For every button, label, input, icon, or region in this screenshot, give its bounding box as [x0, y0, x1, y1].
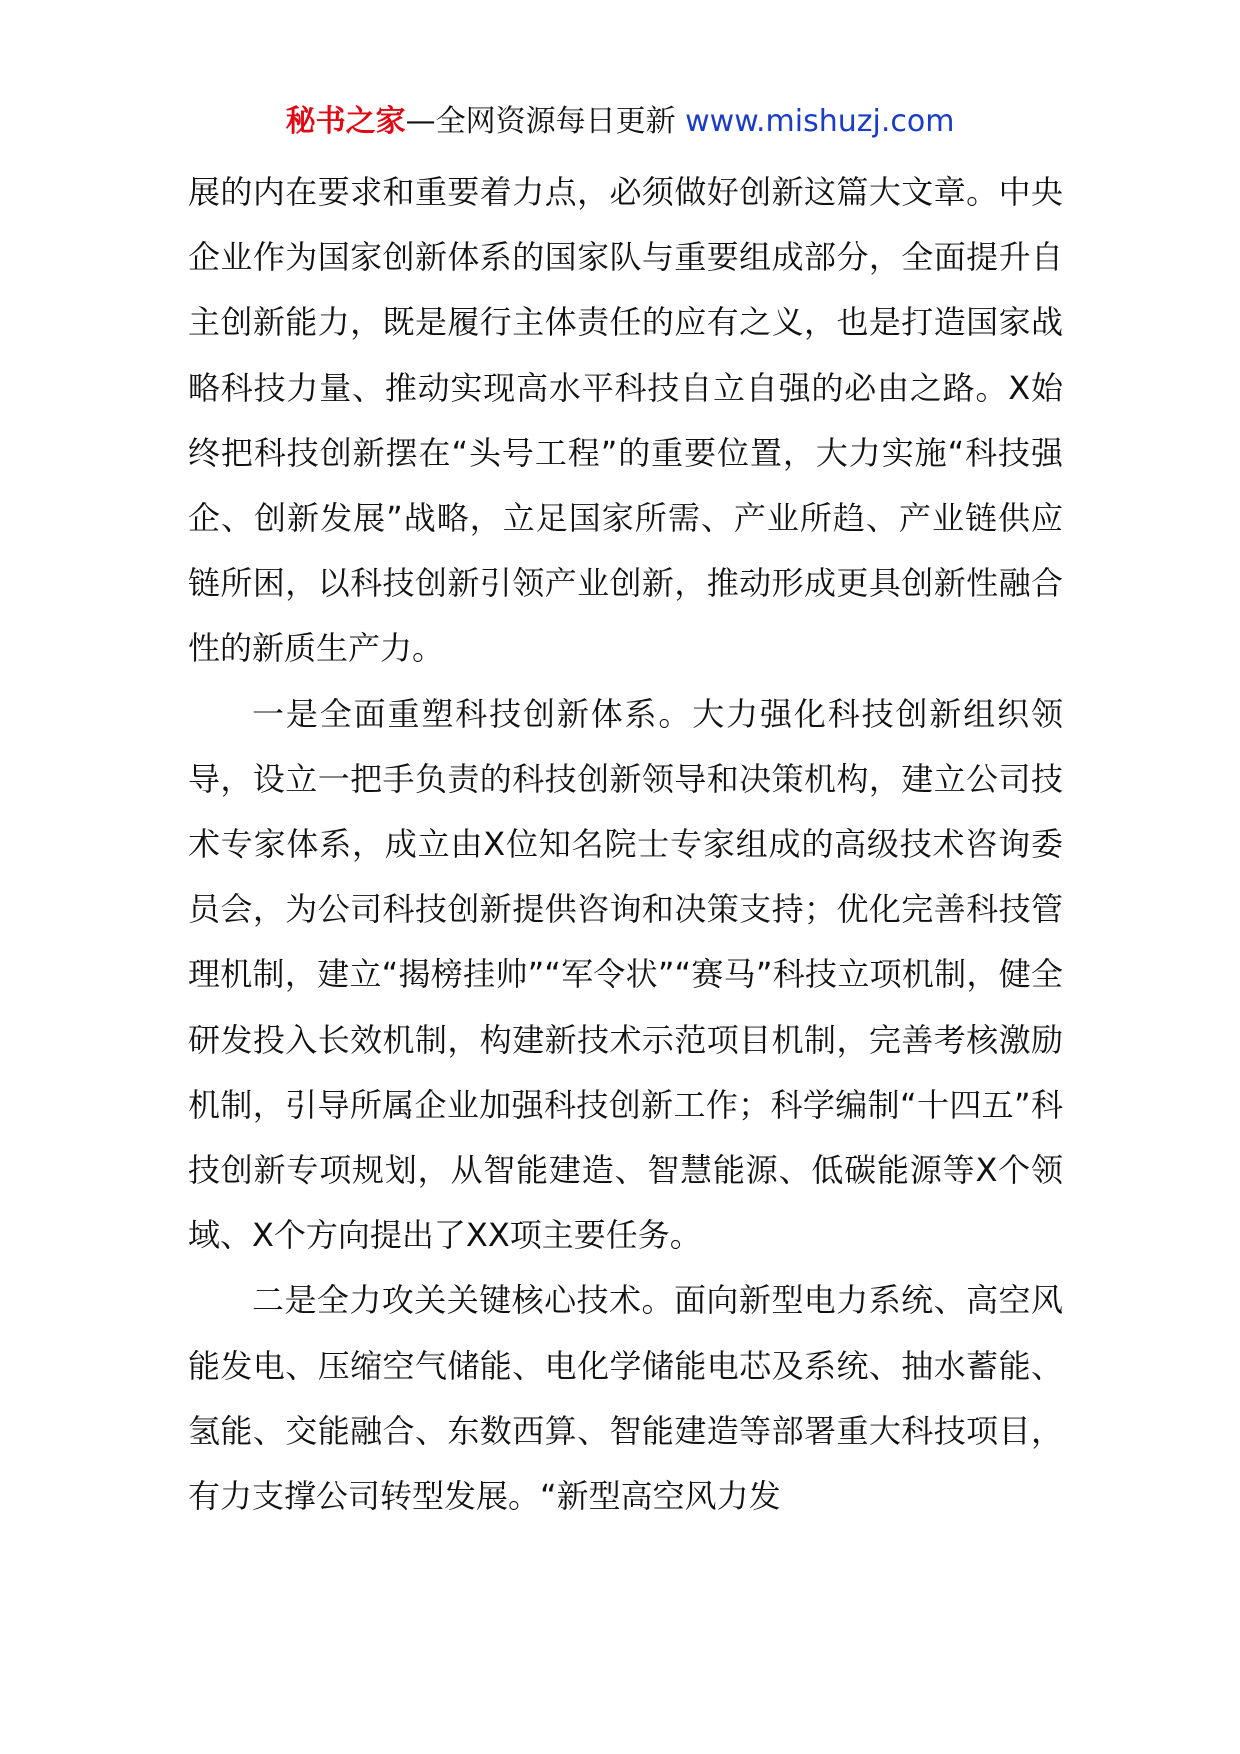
paragraph-core-technology: 二是全力攻关关键核心技术。面向新型电力系统、高空风能发电、压缩空气储能、电化学储能电芯及系统、抽水蓄能、氢能、交能融合、东数西算、智能建造等部署重大科技项目，有力支撑公司转型发展。“新型高空风力发 [188, 1281, 1063, 1516]
header-url-link[interactable]: www.mishuzj.com [685, 104, 955, 139]
paragraph-continuation: 展的内在要求和重要着力点，必须做好创新这篇大文章。中央企业作为国家创新体系的国家队与重要组成部分，全面提升自主创新能力，既是履行主体责任的应有之义，也是打造国家战略科技力量、推动实现高水平科技自立自强的必由之路。X始终把科技创新摆在“头号工程”的重要位置，大力实施“科技强企、创新发展”战略，立足国家所需、产业所趋、产业链供应链所困，以科技创新引领产业创新，推动形成更具创新性融合性的新质生产力。 [188, 173, 1063, 668]
document-body [188, 160, 1063, 1529]
page-header [0, 100, 1240, 144]
header-brand: 秘书之家 [285, 104, 406, 139]
paragraph-innovation-system: 一是全面重塑科技创新体系。大力强化科技创新组织领导，设立一把手负责的科技创新领导和决策机构，建立公司技术专家体系，成立由X位知名院士专家组成的高级技术咨询委员会，为公司科技创新提供咨询和决策支持；优化完善科技管理机制，建立“揭榜挂帅”“军令状”“赛马”科技立项机制，健全研发投入长效机制，构建新技术示范项目机制，完善考核激励机制，引导所属企业加强科技创新工作；科学编制“十四五”科技创新专项规划，从智能建造、智慧能源、低碳能源等X个领域、X个方向提出了XX项主要任务。 [188, 694, 1063, 1255]
header-tagline: —全网资源每日更新 [405, 104, 676, 139]
